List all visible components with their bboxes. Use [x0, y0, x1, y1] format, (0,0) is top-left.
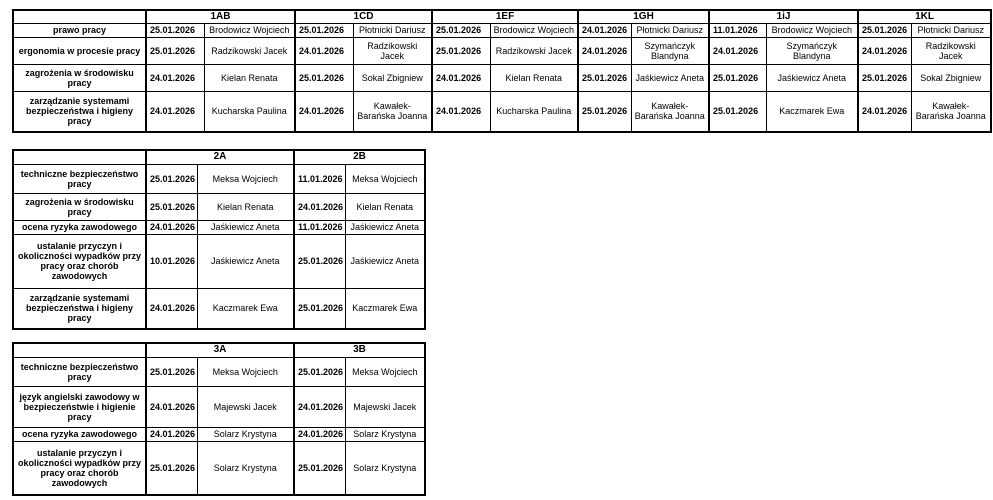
- teacher-cell: Kawałek-Barańska Joanna: [631, 91, 709, 132]
- group-header: 2B: [294, 150, 425, 164]
- teacher-cell: Kielan Renata: [345, 193, 425, 220]
- subject-cell: ustalanie przyczyn i okoliczności wypadków przy pracy oraz chorób zawodowych: [13, 441, 146, 495]
- subject-cell: techniczne bezpieczeństwo pracy: [13, 357, 146, 386]
- teacher-cell: Majewski Jacek: [345, 386, 425, 427]
- date-cell: 24.01.2026: [578, 37, 631, 64]
- teacher-cell: Solarz Krystyna: [345, 427, 425, 441]
- teacher-cell: Meksa Wojciech: [345, 357, 425, 386]
- date-cell: 11.01.2026: [709, 23, 766, 37]
- date-cell: 25.01.2026: [709, 64, 766, 91]
- teacher-cell: Jaśkiewicz Aneta: [197, 220, 294, 234]
- table-row: [13, 234, 425, 288]
- teacher-cell: Płotnicki Dariusz: [353, 23, 432, 37]
- teacher-cell: Radzikowski Jacek: [353, 37, 432, 64]
- date-cell: 24.01.2026: [146, 220, 197, 234]
- date-cell: 24.01.2026: [432, 91, 490, 132]
- corner-cell: [13, 10, 146, 23]
- subject-cell: ustalanie przyczyn i okoliczności wypadków przy pracy oraz chorób zawodowych: [13, 234, 146, 288]
- teacher-cell: Kawałek-Barańska Joanna: [353, 91, 432, 132]
- teacher-cell: Szymańczyk Blandyna: [766, 37, 858, 64]
- teacher-cell: Radzikowski Jacek: [911, 37, 991, 64]
- table-row: [13, 427, 425, 441]
- subject-cell: ocena ryzyka zawodowego: [13, 427, 146, 441]
- table-row: [13, 386, 425, 427]
- date-cell: 25.01.2026: [294, 288, 345, 329]
- teacher-cell: Brodowicz Wojciech: [766, 23, 858, 37]
- subject-cell: zarządzanie systemami bezpieczeństwa i higieny pracy: [13, 91, 146, 132]
- teacher-cell: Radzikowski Jacek: [204, 37, 295, 64]
- date-cell: 24.01.2026: [858, 37, 911, 64]
- group-header: 2A: [146, 150, 294, 164]
- table-row: [13, 37, 991, 64]
- date-cell: 24.01.2026: [146, 64, 204, 91]
- table-row: [13, 64, 991, 91]
- date-cell: 24.01.2026: [432, 64, 490, 91]
- table-row: [13, 193, 425, 220]
- teacher-cell: Majewski Jacek: [197, 386, 294, 427]
- date-cell: 11.01.2026: [294, 220, 345, 234]
- subject-cell: ocena ryzyka zawodowego: [13, 220, 146, 234]
- date-cell: 24.01.2026: [146, 386, 197, 427]
- teacher-cell: Meksa Wojciech: [197, 164, 294, 193]
- teacher-cell: Meksa Wojciech: [345, 164, 425, 193]
- table-row: [13, 91, 991, 132]
- teacher-cell: Meksa Wojciech: [197, 357, 294, 386]
- table-row: [13, 164, 425, 193]
- teacher-cell: Brodowicz Wojciech: [204, 23, 295, 37]
- date-cell: 25.01.2026: [295, 64, 353, 91]
- teacher-cell: Kaczmarek Ewa: [345, 288, 425, 329]
- date-cell: 25.01.2026: [146, 441, 197, 495]
- date-cell: 25.01.2026: [858, 64, 911, 91]
- group-header: 1GH: [578, 10, 709, 23]
- table-row: [13, 23, 991, 37]
- table-row: [13, 441, 425, 495]
- subject-cell: techniczne bezpieczeństwo pracy: [13, 164, 146, 193]
- teacher-cell: Kucharska Paulina: [204, 91, 295, 132]
- date-cell: 24.01.2026: [146, 427, 197, 441]
- date-cell: 24.01.2026: [146, 288, 197, 329]
- schedule-table-year-3: [12, 342, 426, 496]
- date-cell: 24.01.2026: [294, 427, 345, 441]
- subject-cell: prawo pracy: [13, 23, 146, 37]
- teacher-cell: Kielan Renata: [204, 64, 295, 91]
- teacher-cell: Brodowicz Wojciech: [490, 23, 578, 37]
- date-cell: 24.01.2026: [858, 91, 911, 132]
- teacher-cell: Solarz Krystyna: [197, 427, 294, 441]
- date-cell: 25.01.2026: [858, 23, 911, 37]
- date-cell: 24.01.2026: [709, 37, 766, 64]
- teacher-cell: Jaśkiewicz Aneta: [345, 220, 425, 234]
- subject-cell: zagrożenia w środowisku pracy: [13, 64, 146, 91]
- group-header: 3A: [146, 343, 294, 357]
- teacher-cell: Jaśkiewicz Aneta: [631, 64, 709, 91]
- teacher-cell: Płotnicki Dariusz: [911, 23, 991, 37]
- subject-cell: zagrożenia w środowisku pracy: [13, 193, 146, 220]
- date-cell: 25.01.2026: [432, 37, 490, 64]
- date-cell: 25.01.2026: [709, 91, 766, 132]
- date-cell: 25.01.2026: [432, 23, 490, 37]
- group-header: 1CD: [295, 10, 432, 23]
- corner-cell: [13, 343, 146, 357]
- teacher-cell: Sokal Zbigniew: [353, 64, 432, 91]
- teacher-cell: Szymańczyk Blandyna: [631, 37, 709, 64]
- date-cell: 11.01.2026: [294, 164, 345, 193]
- date-cell: 24.01.2026: [294, 193, 345, 220]
- subject-cell: zarządzanie systemami bezpieczeństwa i higieny pracy: [13, 288, 146, 329]
- date-cell: 24.01.2026: [295, 91, 353, 132]
- teacher-cell: Kucharska Paulina: [490, 91, 578, 132]
- teacher-cell: Solarz Krystyna: [197, 441, 294, 495]
- date-cell: 25.01.2026: [294, 234, 345, 288]
- corner-cell: [13, 150, 146, 164]
- date-cell: 25.01.2026: [146, 37, 204, 64]
- group-header: 3B: [294, 343, 425, 357]
- table-row: [13, 220, 425, 234]
- table-row: [13, 288, 425, 329]
- subject-cell: ergonomia w procesie pracy: [13, 37, 146, 64]
- teacher-cell: Płotnicki Dariusz: [631, 23, 709, 37]
- date-cell: 10.01.2026: [146, 234, 197, 288]
- date-cell: 24.01.2026: [294, 386, 345, 427]
- teacher-cell: Jaśkiewicz Aneta: [197, 234, 294, 288]
- date-cell: 25.01.2026: [146, 164, 197, 193]
- table-row: [13, 357, 425, 386]
- teacher-cell: Kaczmarek Ewa: [197, 288, 294, 329]
- date-cell: 25.01.2026: [294, 357, 345, 386]
- group-header: 1KL: [858, 10, 991, 23]
- schedule-table-year-1: [12, 9, 992, 133]
- subject-cell: język angielski zawodowy w bezpieczeństwie i higienie pracy: [13, 386, 146, 427]
- teacher-cell: Sokal Zbigniew: [911, 64, 991, 91]
- date-cell: 25.01.2026: [294, 441, 345, 495]
- group-header: 1iJ: [709, 10, 858, 23]
- teacher-cell: Kawałek-Barańska Joanna: [911, 91, 991, 132]
- teacher-cell: Kielan Renata: [197, 193, 294, 220]
- date-cell: 24.01.2026: [295, 37, 353, 64]
- teacher-cell: Kaczmarek Ewa: [766, 91, 858, 132]
- date-cell: 25.01.2026: [146, 193, 197, 220]
- group-header: 1EF: [432, 10, 578, 23]
- date-cell: 25.01.2026: [578, 64, 631, 91]
- teacher-cell: Kielan Renata: [490, 64, 578, 91]
- teacher-cell: Radzikowski Jacek: [490, 37, 578, 64]
- date-cell: 24.01.2026: [578, 23, 631, 37]
- teacher-cell: Jaśkiewicz Aneta: [345, 234, 425, 288]
- schedule-table-year-2: [12, 149, 426, 330]
- teacher-cell: Solarz Krystyna: [345, 441, 425, 495]
- group-header: 1AB: [146, 10, 295, 23]
- date-cell: 25.01.2026: [146, 357, 197, 386]
- teacher-cell: Jaśkiewicz Aneta: [766, 64, 858, 91]
- date-cell: 25.01.2026: [578, 91, 631, 132]
- date-cell: 25.01.2026: [146, 23, 204, 37]
- date-cell: 25.01.2026: [295, 23, 353, 37]
- date-cell: 24.01.2026: [146, 91, 204, 132]
